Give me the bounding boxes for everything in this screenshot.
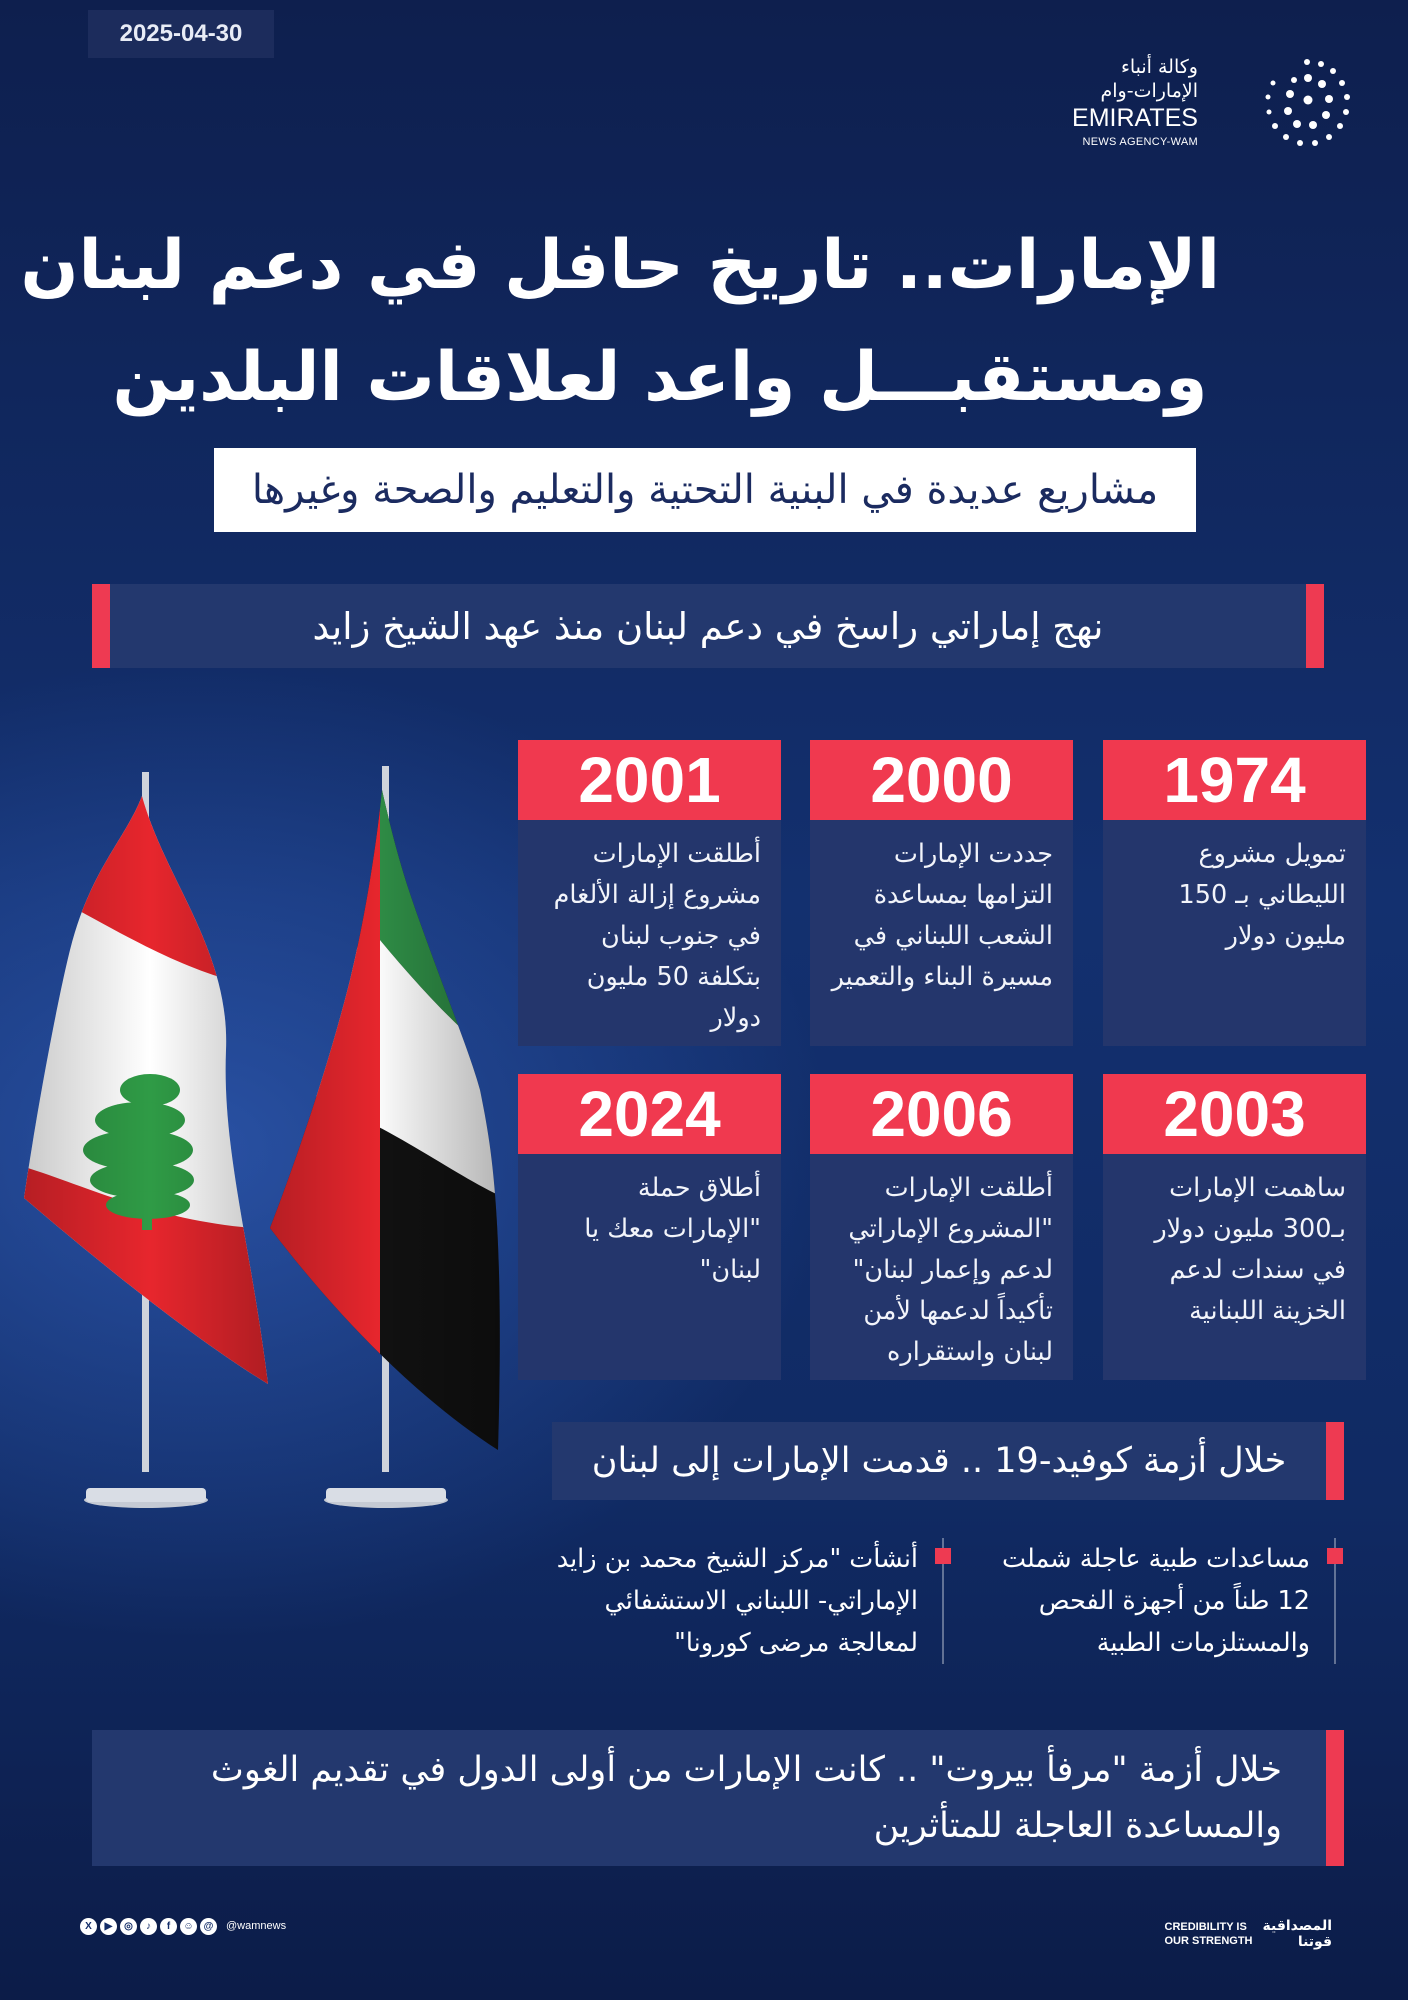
timeline-year: 2006 xyxy=(810,1074,1073,1154)
tiktok-icon[interactable]: ♪ xyxy=(140,1918,157,1935)
slogan-arabic-line1: المصداقية xyxy=(1262,1918,1332,1934)
main-title-line2: ومستقبـــل واعد لعلاقات البلدين xyxy=(112,338,1208,417)
globe-dots-icon xyxy=(1258,54,1356,152)
date-badge: 2025-04-30 xyxy=(88,10,274,58)
approach-heading: نهج إماراتي راسخ في دعم لبنان منذ عهد الشيخ زايد xyxy=(92,584,1324,668)
timeline-card-1974 xyxy=(1103,740,1366,1046)
logo-arabic-line1: وكالة أنباء xyxy=(1120,56,1198,78)
subtitle: مشاريع عديدة في البنية التحتية والتعليم والصحة وغيرها xyxy=(214,448,1196,532)
threads-icon[interactable]: @ xyxy=(200,1918,217,1935)
timeline-text: أطلقت الإمارات مشروع إزالة الألغام في جنوب لبنان بتكلفة 50 مليون دولار xyxy=(553,839,761,1033)
timeline-year: 2003 xyxy=(1103,1074,1366,1154)
timeline-card-2006 xyxy=(810,1074,1073,1380)
logo-english-line2: NEWS AGENCY-WAM xyxy=(1082,136,1198,148)
slogan-english-line2: OUR STRENGTH xyxy=(1164,1935,1253,1947)
social-bar xyxy=(80,1910,286,1942)
covid-item-text: مساعدات طبية عاجلة شملت 12 طناً من أجهزة الفحص والمستلزمات الطبية xyxy=(1002,1544,1310,1658)
timeline-year: 2024 xyxy=(518,1074,781,1154)
bullet-square-icon xyxy=(1327,1548,1343,1564)
slogan-english xyxy=(1165,1920,1253,1948)
instagram-icon[interactable]: ◎ xyxy=(120,1918,137,1935)
timeline-card-2001 xyxy=(518,740,781,1046)
timeline-text: أطلاق حملة "الإمارات معك يا لبنان" xyxy=(584,1173,761,1285)
timeline-year: 2000 xyxy=(810,740,1073,820)
wam-logo xyxy=(1072,52,1356,152)
slogan-arabic xyxy=(1263,1918,1333,1950)
footer-slogan xyxy=(1165,1914,1333,1954)
flags-illustration xyxy=(0,760,520,1520)
facebook-icon[interactable]: f xyxy=(160,1918,177,1935)
timeline-year: 1974 xyxy=(1103,740,1366,820)
covid-heading: خلال أزمة كوفيد-19 .. قدمت الإمارات إلى لبنان xyxy=(552,1422,1344,1500)
main-title-line1: الإمارات.. تاريخ حافل في دعم لبنان xyxy=(20,226,1220,305)
slogan-english-line1: CREDIBILITY IS xyxy=(1164,1921,1247,1933)
beirut-port-note: خلال أزمة "مرفأ بيروت" .. كانت الإمارات من أولى الدول في تقديم الغوث والمساعدة العاجلة للمتأثرين xyxy=(92,1730,1344,1866)
social-handle[interactable]: @wamnews xyxy=(226,1920,287,1932)
logo-english-line1: EMIRATES xyxy=(1072,104,1198,132)
timeline-text: أطلقت الإمارات "المشروع الإماراتي لدعم وإعمار لبنان" تأكيداً لدعمها لأمن لبنان واستقراره xyxy=(848,1173,1053,1367)
youtube-icon[interactable]: ▶ xyxy=(100,1918,117,1935)
timeline-card-2024 xyxy=(518,1074,781,1380)
covid-item-hospital xyxy=(518,1538,944,1664)
timeline-year: 2001 xyxy=(518,740,781,820)
uae-flag xyxy=(250,760,510,1460)
lebanon-flag xyxy=(0,760,300,1460)
timeline-card-2000 xyxy=(810,740,1073,1046)
timeline-text: جددت الإمارات التزامها بمساعدة الشعب اللبناني في مسيرة البناء والتعمير xyxy=(831,839,1053,992)
timeline-text: تمويل مشروع الليطاني بـ 150 مليون دولار xyxy=(1178,839,1346,951)
x-icon[interactable]: X xyxy=(80,1918,97,1935)
covid-item-text: أنشأت "مركز الشيخ محمد بن زايد الإماراتي- اللبناني الاستشفائي لمعالجة مرضى كورونا" xyxy=(556,1544,918,1658)
covid-item-medical-aid xyxy=(970,1538,1336,1664)
timeline-text: ساهمت الإمارات بـ300 مليون دولار في سندات لدعم الخزينة اللبنانية xyxy=(1154,1173,1346,1326)
logo-arabic-line2: الإمارات-وام xyxy=(1100,80,1198,102)
snapchat-icon[interactable]: ☺ xyxy=(180,1918,197,1935)
bullet-square-icon xyxy=(935,1548,951,1564)
timeline-card-2003 xyxy=(1103,1074,1366,1380)
slogan-arabic-line2: قوتنا xyxy=(1297,1934,1332,1950)
